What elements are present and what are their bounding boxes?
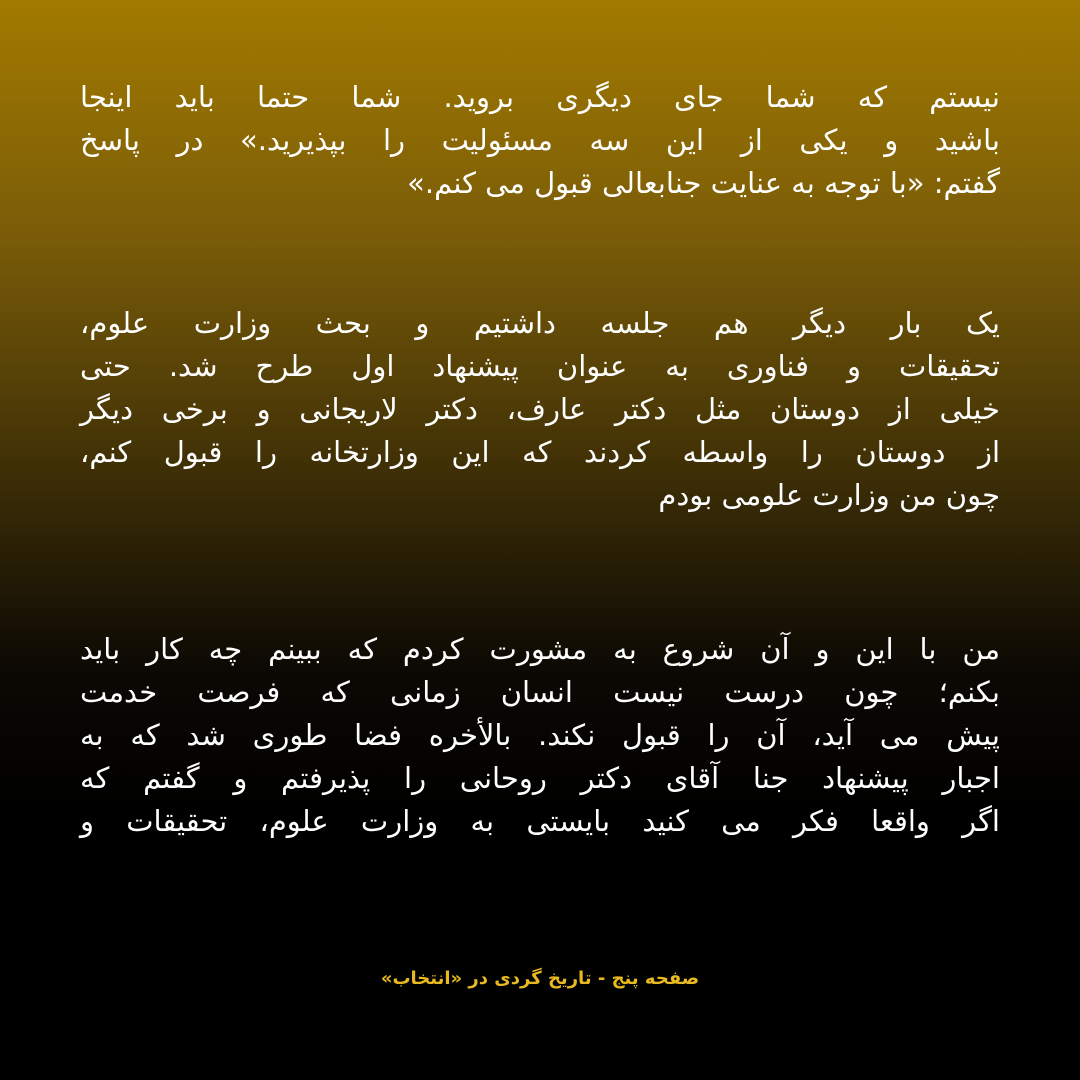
paragraph-2 bbox=[80, 302, 1000, 517]
text-line: گفتم: «با توجه به عنایت جنابعالی قبول می کنم.» bbox=[407, 166, 1000, 200]
text-line: چون من وزارت علومی بودم bbox=[658, 478, 1000, 512]
text-line: باشید و یکی از این سه مسئولیت را بپذیرید.» در پاسخ bbox=[80, 123, 1000, 157]
text-line: پیش می آید، آن را قبول نکند. بالأخره فضا طوری شد که به bbox=[80, 718, 1000, 752]
text-line: اگر واقعا فکر می کنید بایستی به وزارت علوم، تحقیقات و bbox=[80, 804, 1000, 838]
text-line: اجبار پیشنهاد جنا آقای دکتر روحانی را پذیرفتم و گفتم که bbox=[80, 761, 1000, 795]
text-line: من با این و آن شروع به مشورت کردم که ببینم چه کار باید bbox=[80, 632, 1000, 666]
paragraph-3 bbox=[80, 628, 1000, 843]
text-line: نیستم که شما جای دیگری بروید. شما حتما باید اینجا bbox=[80, 80, 1000, 114]
text-line: یک بار دیگر هم جلسه داشتیم و بحث وزارت علوم، bbox=[80, 306, 1000, 340]
text-line: خیلی از دوستان مثل دکتر عارف، دکتر لاریجانی و برخی دیگر bbox=[80, 392, 1000, 426]
text-line: تحقیقات و فناوری به عنوان پیشنهاد اول طرح شد. حتی bbox=[80, 349, 1000, 383]
text-line: از دوستان را واسطه کردند که این وزارتخانه را قبول کنم، bbox=[80, 435, 1000, 469]
page-footer: صفحه پنج - تاریخ گردی در «انتخاب» bbox=[380, 968, 700, 989]
text-line: بکنم؛ چون درست نیست انسان زمانی که فرصت خدمت bbox=[80, 675, 1000, 709]
paragraph-1 bbox=[80, 76, 1000, 205]
